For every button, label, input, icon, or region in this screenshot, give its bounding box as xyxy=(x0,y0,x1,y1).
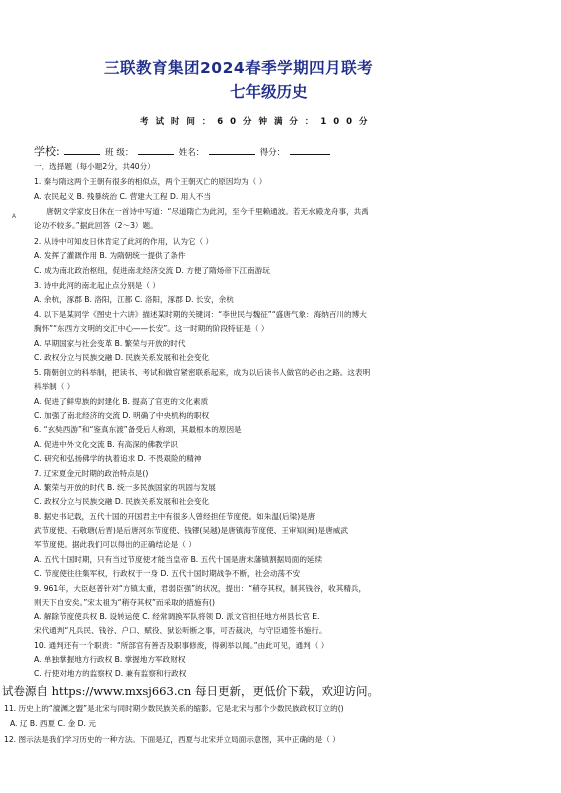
question-line: 6. “玄奘西游”和“鉴真东渡”备受后人称颂，其最根本的原因是 xyxy=(34,425,242,434)
question-line: 7. 辽宋夏金元时期的政治特点是() xyxy=(34,469,149,478)
class-label: 班 级： xyxy=(105,148,134,158)
source-note: 试卷源自 https://www.mxsj663.cn 每日更新，更低价下载，欢迎访问。 xyxy=(2,684,379,698)
name-label: 姓名： xyxy=(178,148,205,158)
option-line: A. 余杭，涿郡 B. 洛阳，江都 C. 洛阳，涿郡 D. 长安，余杭 xyxy=(34,295,234,304)
question-line: 论功不较多。”据此回答（2～3）题。 xyxy=(34,221,158,230)
school-label: 学校: xyxy=(34,145,60,158)
option-line: A. 促进中外文化交流 B. 有高深的佛教学识 xyxy=(34,440,178,449)
option-line: A. 解除节度使兵权 B. 设转运使 C. 经常调换军队将领 D. 派文官担任地方州县长官 E. xyxy=(34,612,320,621)
question-line: 宋代通判“凡兵民、钱谷、户口、赋役、狱讼听断之事，可否裁决，与守臣通签书施行。 xyxy=(34,626,327,635)
school-blank[interactable] xyxy=(64,145,100,155)
option-line: A. 单独掌握地方行政权 B. 掌握地方军政财权 xyxy=(34,655,186,664)
option-line: A. 发挥了灌溉作用 B. 为隋朝统一提供了条件 xyxy=(34,251,186,260)
question-line: 唐朝文学家皮日休在一首诗中写道：“尽道隋亡为此河，至今千里赖通波。若无水殿龙舟事，共禹 xyxy=(46,207,369,216)
question-line: 9. 961年，大臣赵普针对“方镇太重，君弱臣强”的状况，提出：“稍夺其权，制其钱谷，收其精兵， xyxy=(34,584,367,593)
exam-subtitle: 七年级历史 xyxy=(230,83,308,101)
question-line: 12. 图示法是我们学习历史的一种方法。下面是辽，西夏与北宋并立局面示意图，其中正确的是（ ） xyxy=(4,735,340,744)
question-line: 11. 历史上的“澶渊之盟”是北宋与同时期少数民族关系的缩影。它是北宋与那个少数民族政权订立的() xyxy=(4,704,344,713)
option-line: C. 加强了南北经济的交流 D. 明确了中央机构的职权 xyxy=(34,411,210,420)
option-line: A. 辽 B. 西夏 C. 金 D. 元 xyxy=(10,719,96,728)
option-line: A. 促进了鲜卑族的封建化 B. 提高了官吏的文化素质 xyxy=(34,397,209,406)
exam-time-score: 考 试 时 间 ： 6 0 分 钟 满 分 ： 1 0 0 分 xyxy=(140,117,370,127)
question-line: 1. 秦与隋这两个王朝有很多的相似点，两个王朝灭亡的原因均为（ ） xyxy=(34,177,267,186)
question-line: 胸怀”“东西方文明的交汇中心——长安”。这一时期的阶段特征是（ ） xyxy=(34,324,269,333)
option-line: A. 五代十国时期，只有当过节度使才能当皇帝 B. 五代十国是唐末藩镇割据局面的延续 xyxy=(34,555,323,564)
student-info-row xyxy=(34,143,332,159)
score-label: 得分： xyxy=(259,148,286,158)
option-line: C. 行使对地方的监察权 D. 兼有监察和行政权 xyxy=(34,669,187,678)
question-line: 5. 隋朝创立的科举制，把读书、考试和做官紧密联系起来，成为以后读书人做官的必由之路。这表明 xyxy=(34,368,371,377)
option-line: C. 成为南北政治枢纽，促进南北经济交流 D. 方便了隋炀帝下江南游玩 xyxy=(34,266,270,275)
section-heading: 一．选择题（每小题2分，共40分） xyxy=(34,162,155,171)
option-line: A. 繁荣与开放的时代 B. 统一多民族国家的巩固与发展 xyxy=(34,483,216,492)
exam-title: 三联教育集团2024春季学期四月联考 xyxy=(104,59,374,77)
option-line: C. 政权分立与民族交融 D. 民族关系发展和社会变化 xyxy=(34,497,210,506)
name-blank[interactable] xyxy=(209,145,255,155)
question-line: 2. 从诗中可知皮日休肯定了此河的作用，认为它（ ） xyxy=(34,237,214,246)
question-line: 则天下自安矣。”宋太祖为“稍夺其权”而采取的措施有() xyxy=(34,598,215,607)
question-line: 武节度使、石敬瑭(后晋)是后唐河东节度使、钱镠(吴越)是唐镇海节度使、王审知(闽)是唐威武 xyxy=(34,526,348,535)
question-line: 3. 诗中此河的南北起止点分别是（ ） xyxy=(34,281,160,290)
side-mark: A xyxy=(12,213,17,220)
question-line: 科举制（ ） xyxy=(34,382,75,391)
option-line: C. 政权分立与民族交融 D. 民族关系发展和社会变化 xyxy=(34,353,210,362)
score-blank[interactable] xyxy=(290,145,330,155)
question-line: 10. 通判还有一个职责：“所部官有善否及职事修废，得刺举以闻。”由此可见，通判（ ） xyxy=(34,641,329,650)
class-blank[interactable] xyxy=(138,145,174,155)
question-line: 军节度使。据此我们可以得出的正确结论是（ ） xyxy=(34,540,196,549)
option-line: A. 农民起义 B. 残暴统治 C. 营建大工程 D. 用人不当 xyxy=(34,192,212,201)
option-line: C. 研究和弘扬佛学的执着追求 D. 不畏艰险的精神 xyxy=(34,454,202,463)
question-line: 4. 以下是某同学《图史十六讲》描述某时期的关键词：“李世民与魏征”“盛唐气象：海纳百川的博大 xyxy=(34,310,367,319)
question-line: 8. 据史书记载，五代十国的开国君主中有很多人曾经担任节度使。如朱温(后梁)是唐 xyxy=(34,512,316,521)
option-line: C. 节度使往往集军权，行政权于一身 D. 五代十国时期战争不断，社会动荡不安 xyxy=(34,569,301,578)
option-line: A. 早期国家与社会变革 B. 繁荣与开放的时代 xyxy=(34,339,186,348)
